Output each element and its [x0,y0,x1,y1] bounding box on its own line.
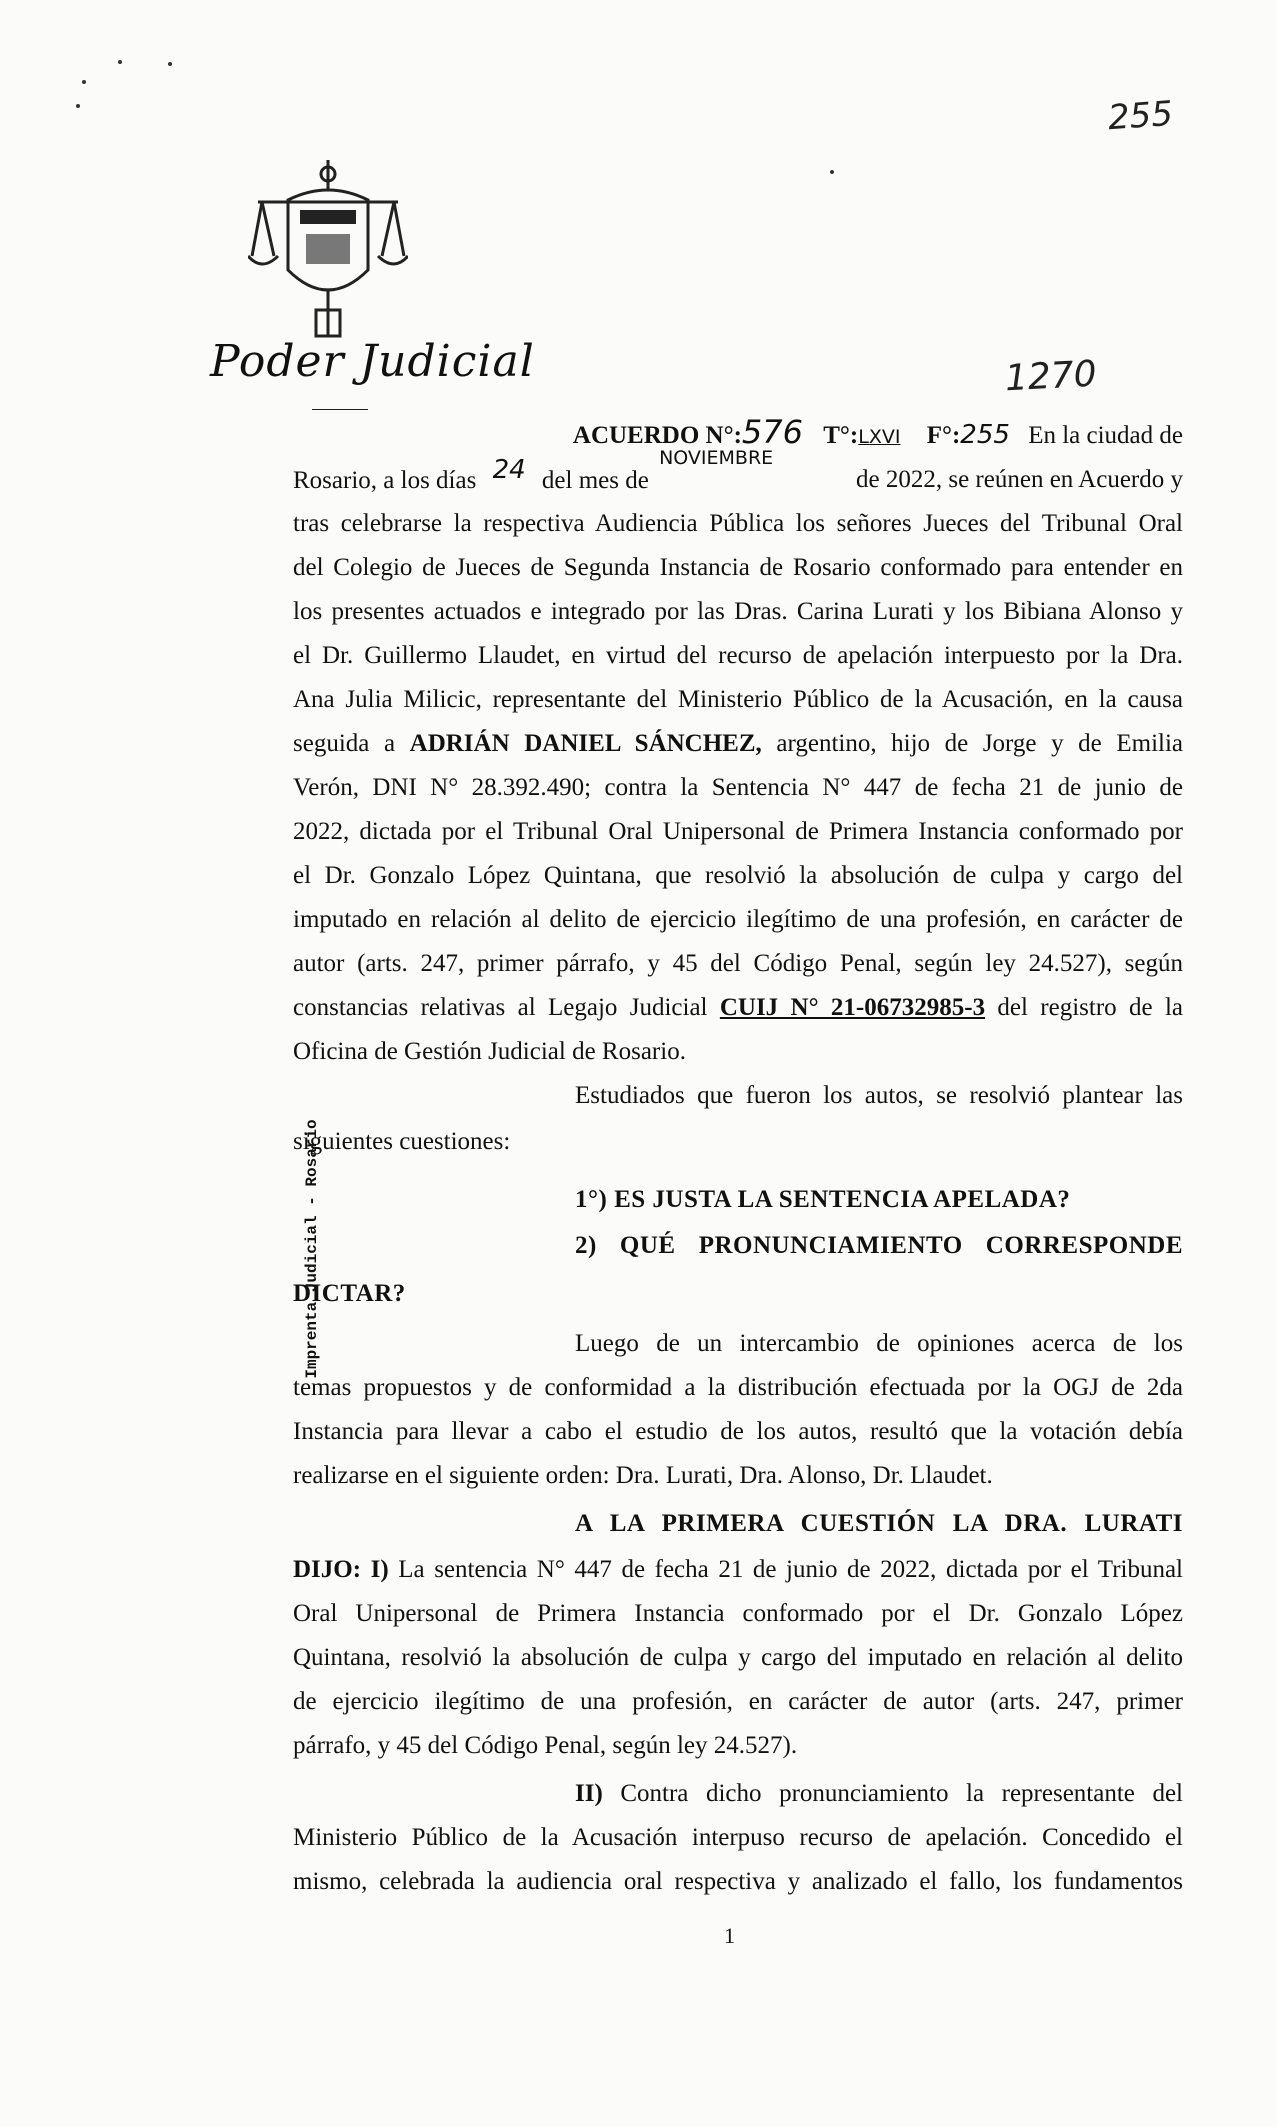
imputado-line [293,722,1183,766]
mes-handwritten: NOVIEMBRE [659,447,774,469]
imputado-name: ADRIÁN DANIEL SÁNCHEZ, [409,730,762,757]
fecha-line [293,447,1183,502]
folio-inline-number: 255 [960,420,1010,450]
text-anio: de 2022, se reúnen en Acuerdo y [856,466,1183,493]
scan-speck [118,60,122,64]
paragraph-line: Quintana, resolvió la absolución de culpa y cargo del imputado en relación al delito [293,1644,1183,1671]
dia-handwritten: 24 [492,455,526,485]
scan-speck [82,80,86,84]
cuij-line [293,986,1183,1030]
paragraph-line: Ministerio Público de la Acusación interpuso recurso de apelación. Concedido el [293,1824,1183,1851]
tomo-label: T°: [823,422,859,449]
printer-imprint: Imprenta Judicial - Rosario [303,1119,321,1379]
section-ii-label: II) [575,1780,603,1807]
text-rosario: Rosario, a los días [293,467,477,494]
section-ii-line [575,1772,1183,1816]
paragraph-line: Instancia para llevar a cabo el estudio de los autos, resultó que la votación debía [293,1418,1183,1445]
text-contra: Contra dicho pronunciamiento la representante del [620,1780,1183,1807]
page-number: 1 [724,1923,735,1948]
text-sentencia: La sentencia N° 447 de fecha 21 de junio de 2022, dictada por el Tribunal [398,1556,1184,1583]
text-mes: del mes de [541,467,649,494]
tomo-number: LXVI [858,426,901,448]
institution-brand: Poder Judicial [210,336,535,387]
scan-speck [830,170,834,174]
dijo-line [293,1548,1183,1592]
paragraph-line: párrafo, y 45 del Código Penal, según ley 24.527). [293,1732,798,1759]
folio-label: F°: [926,422,961,449]
paragraph-line: 2022, dictada por el Tribunal Oral Unipersonal de Primera Instancia conformado por [293,818,1183,845]
paragraph-line: siguientes cuestiones: [293,1128,511,1155]
paragraph-line: realizarse en el siguiente orden: Dra. Lurati, Dra. Alonso, Dr. Llaudet. [293,1462,993,1489]
scan-speck [168,62,172,66]
paragraph-line: Oficina de Gestión Judicial de Rosario. [293,1038,686,1065]
paragraph-line: del Colegio de Jueces de Segunda Instancia de Rosario conformado para entender en [293,554,1183,581]
paragraph-line: Verón, DNI N° 28.392.490; contra la Sentencia N° 447 de fecha 21 de junio de [293,774,1183,801]
text-registro: del registro de la [997,994,1183,1021]
text-seguida: seguida a [293,730,396,757]
paragraph-line: los presentes actuados e integrado por las Dras. Carina Lurati y los Bibiana Alonso y [293,598,1183,625]
paragraph-line: mismo, celebrada la audiencia oral respectiva y analizado el fallo, los fundamentos [293,1868,1183,1895]
text-filiacion: argentino, hijo de Jorge y de Emilia [776,730,1184,757]
paragraph-line: Luego de un intercambio de opiniones acerca de los [575,1330,1183,1357]
ciudad-text: En la ciudad de [1028,422,1183,449]
section-heading: A LA PRIMERA CUESTIÓN LA DRA. LURATI [575,1510,1183,1537]
scan-speck [76,104,80,108]
paragraph-line: el Dr. Guillermo Llaudet, en virtud del recurso de apelación interpuesto por la Dra. [293,642,1183,669]
question-1: 1°) ES JUSTA LA SENTENCIA APELADA? [575,1186,1071,1213]
cuij-number: CUIJ N° 21-06732985-3 [719,994,986,1021]
question-2: 2) QUÉ PRONUNCIAMIENTO CORRESPONDE [575,1232,1183,1259]
paragraph-line: Ana Julia Milicic, representante del Ministerio Público de la Acusación, en la causa [293,686,1183,713]
folio-number: 255 [1106,93,1175,139]
dijo-label: DIJO: I) [293,1556,389,1583]
paragraph-line: autor (arts. 247, primer párrafo, y 45 del Código Penal, según ley 24.527), según [293,950,1183,977]
paragraph-line: el Dr. Gonzalo López Quintana, que resolvió la absolución de culpa y cargo del [293,862,1183,889]
paragraph-line: imputado en relación al delito de ejercicio ilegítimo de una profesión, en carácter de [293,906,1183,933]
text-constancias: constancias relativas al Legajo Judicial [293,994,708,1021]
paragraph-line: de ejercicio ilegítimo de una profesión, en carácter de autor (arts. 247, primer [293,1688,1183,1715]
coat-of-arms-logo [248,160,408,340]
handwritten-number: 1270 [1003,353,1098,400]
acuerdo-label: ACUERDO N°: [572,422,742,449]
paragraph-line: Oral Unipersonal de Primera Instancia conformado por el Dr. Gonzalo López [293,1600,1183,1627]
paragraph-line: tras celebrarse la respectiva Audiencia Pública los señores Jueces del Tribunal Oral [293,510,1183,537]
paragraph-line: temas propuestos y de conformidad a la distribución efectuada por la OGJ de 2da [293,1374,1183,1401]
question-2-cont: DICTAR? [293,1280,406,1307]
acuerdo-number: 576 [741,413,803,451]
paragraph-line: Estudiados que fueron los autos, se resolvió plantear las [575,1082,1183,1109]
